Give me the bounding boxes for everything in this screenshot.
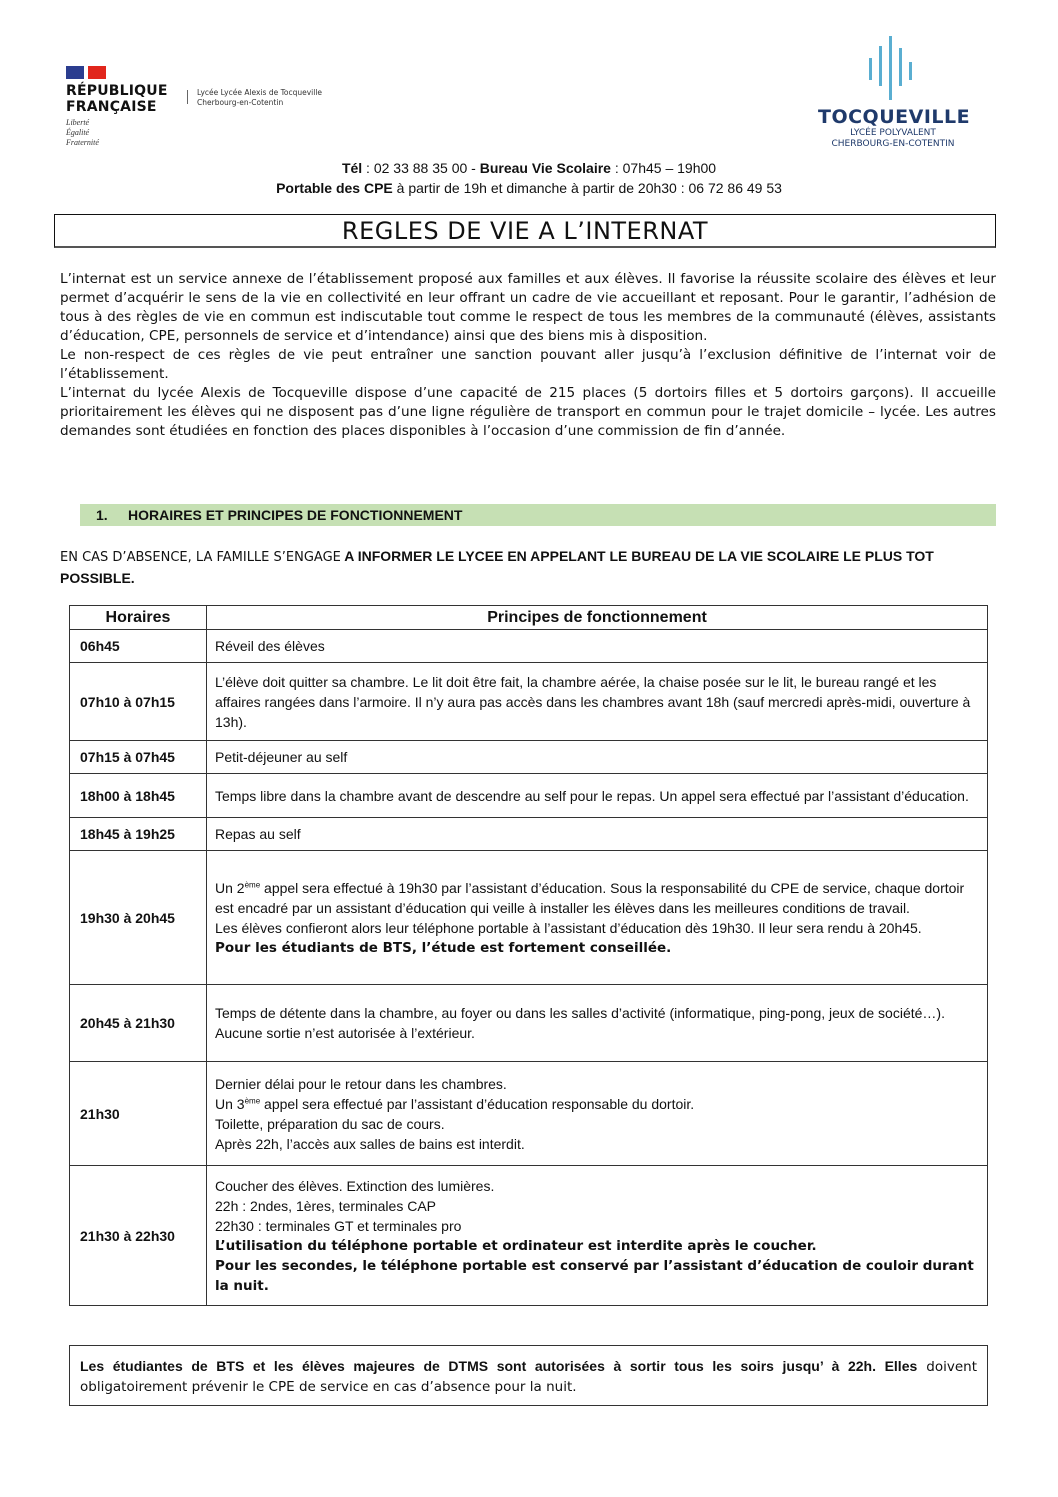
header-principes: Principes de fonctionnement	[207, 606, 988, 630]
section-number: 1.	[96, 507, 108, 523]
description-line	[215, 747, 979, 767]
notice-lead: EN CAS D’ABSENCE, LA FAMILLE S’ENGAGE	[60, 550, 341, 565]
row-time: 18h00 à 18h45	[70, 774, 207, 818]
ordinal-suffix: ème	[244, 1095, 261, 1105]
table-row	[70, 630, 988, 663]
table-row	[70, 851, 988, 985]
description-line	[215, 918, 979, 938]
line-text: Coucher des élèves. Extinction des lumières.	[215, 1177, 495, 1194]
rf-name-line2: FRANÇAISE	[66, 99, 157, 115]
row-description	[207, 818, 988, 851]
line-text: Après 22h, l’accès aux salles de bains est interdit.	[215, 1135, 525, 1152]
description-line	[215, 824, 979, 844]
line-text: Les élèves confieront alors leur téléphone portable à l’assistant d’éducation dès 19h30. Il leur sera rendu à 20h45.	[215, 919, 922, 936]
row-description	[207, 630, 988, 663]
line-text: Pour les étudiants de BTS, l’étude est fortement conseillée.	[215, 939, 672, 956]
line-text: Temps libre dans la chambre avant de descendre au self pour le repas. Un appel sera effectué par l’assistant d’éducation.	[215, 787, 969, 804]
tel-value: : 02 33 88 35 00 -	[362, 160, 480, 176]
line-text: Repas au self	[215, 826, 301, 842]
tocqueville-name: TOCQUEVILLE	[818, 106, 971, 128]
line-text: Un 2	[215, 879, 245, 896]
description-line	[215, 1094, 979, 1114]
footer-note-rest: doivent obligatoirement prévenir le CPE de service en cas d’absence pour la nuit.	[80, 1359, 977, 1395]
tocqueville-sub1: LYCÉE POLYVALENT	[850, 128, 936, 138]
description-line	[215, 1216, 979, 1236]
school-name-block	[197, 88, 322, 108]
line-text: Temps de détente dans la chambre, au foyer ou dans les salles d’activité (informatique, ping-pong, jeux de société…).	[215, 1005, 945, 1021]
table-row	[70, 1166, 988, 1306]
row-time: 21h30	[70, 1062, 207, 1166]
row-time: 06h45	[70, 630, 207, 663]
school-name: Lycée Lycée Alexis de Tocqueville	[197, 88, 323, 97]
table-row	[70, 1062, 988, 1166]
line-text: Aucune sortie n’est autorisée à l’extérieur.	[215, 1025, 475, 1041]
cpe-label: Portable des CPE	[276, 180, 393, 196]
table-header-row	[70, 606, 988, 630]
cpe-value: à partir de 19h et dimanche à partir de 20h30 : 06 72 86 49 53	[392, 180, 782, 196]
line-text: appel sera effectué par l’assistant d’éducation responsable du dortoir.	[260, 1095, 695, 1112]
intro-paragraph: L’internat est un service annexe de l’établissement proposé aux familles et aux élèves. Il favorise la réussite scolaire des élèves et leur permet d’acquérir le sens de la vie en collectivité en leur offrant un cadre de vie accueillant et reposant. Pour le garantir, l’adhésion de tous à des règles de vie en commun est indiscutable tout comme le respect de tous les membres de la communauté (élèves, assistants d’éducation, CPE, personnels de service et d’intendance) ainsi que des biens mis à disposition.	[60, 271, 996, 344]
motto-liberte: Liberté	[66, 118, 90, 127]
ordinal-suffix: ème	[244, 879, 261, 889]
table-row	[70, 985, 988, 1062]
tocqueville-bars-icon	[863, 34, 923, 104]
description-line	[215, 786, 979, 806]
line-text: L’élève doit quitter sa chambre. Le lit doit être fait, la chambre aérée, la chaise posée sur le lit, le bureau rangé et les affaires rangées dans l’armoire. Il n’y aura pas accès dans les chambres avant 18h (sauf mercredi après-midi, ouverture à 13h).	[215, 673, 971, 730]
footer-note	[69, 1345, 988, 1406]
intro-paragraph: Le non-respect de ces règles de vie peut entraîner une sanction pouvant aller jusqu’à l’exclusion définitive de l’internat voir de l’établissement.	[60, 347, 996, 382]
footer-note-bold: Les étudiantes de BTS et les élèves majeures de DTMS sont autorisées à sortir tous les soirs jusqu’ à 22h. Elles	[80, 1358, 918, 1374]
row-description	[207, 851, 988, 985]
line-text: Petit-déjeuner au self	[215, 749, 348, 765]
description-line	[215, 1176, 979, 1196]
tel-label: Tél	[341, 160, 363, 176]
line-text: Réveil des élèves	[215, 638, 325, 654]
row-description	[207, 741, 988, 774]
description-line	[215, 1256, 979, 1296]
line-text: 22h : 2ndes, 1ères, terminales CAP	[215, 1197, 437, 1214]
contact-line-phone	[0, 158, 1058, 178]
absence-notice	[60, 546, 996, 588]
notice-rest: A INFORMER LE LYCEE EN APPELANT LE BUREAU DE LA VIE SCOLAIRE LE PLUS TOT POSSIBLE.	[60, 548, 934, 586]
line-text: Dernier délai pour le retour dans les chambres.	[215, 1075, 507, 1092]
republique-francaise-logo	[66, 66, 168, 148]
row-time: 18h45 à 19h25	[70, 818, 207, 851]
table-row	[70, 818, 988, 851]
row-description	[207, 985, 988, 1062]
row-time: 19h30 à 20h45	[70, 851, 207, 985]
page-title: REGLES DE VIE A L’INTERNAT	[341, 217, 709, 245]
motto-egalite: Égalité	[66, 128, 90, 137]
rf-name-line1: RÉPUBLIQUE	[66, 83, 168, 99]
bureau-label: Bureau Vie Scolaire	[479, 160, 611, 176]
description-line	[215, 672, 979, 732]
line-text: appel sera effectué à 19h30 par l’assistant d’éducation. Sous la responsabilité du CPE de service, chaque dortoir est encadré par un assistant d’éducation qui veille à installer les élèves dans les meilleures conditions de travail.	[215, 879, 965, 916]
row-description	[207, 774, 988, 818]
motto-fraternite: Fraternité	[66, 138, 99, 147]
table-row	[70, 774, 988, 818]
section-heading	[80, 504, 996, 526]
row-description	[207, 1062, 988, 1166]
tocqueville-logo	[818, 34, 971, 150]
description-line	[215, 1003, 979, 1023]
schedule-table	[69, 605, 988, 1306]
page-title-box	[54, 214, 996, 248]
rf-motto	[66, 118, 168, 148]
contact-line-cpe	[0, 178, 1058, 198]
table-row	[70, 741, 988, 774]
school-city: Cherbourg-en-Cotentin	[197, 98, 284, 107]
line-text: 22h30 : terminales GT et terminales pro	[215, 1217, 462, 1234]
description-line	[215, 878, 979, 918]
logo-separator	[187, 90, 188, 104]
row-description	[207, 663, 988, 741]
tocqueville-sub2: CHERBOURG-EN-COTENTIN	[831, 139, 955, 149]
french-flag-icon	[66, 66, 168, 79]
description-line	[215, 636, 979, 656]
description-line	[215, 938, 979, 958]
table-row	[70, 663, 988, 741]
row-description	[207, 1166, 988, 1306]
description-line	[215, 1196, 979, 1216]
line-text: Un 3	[215, 1095, 245, 1112]
section-title: HORAIRES ET PRINCIPES DE FONCTIONNEMENT	[128, 507, 463, 523]
line-text: Pour les secondes, le téléphone portable est conservé par l’assistant d’éducation de couloir durant la nuit.	[215, 1257, 974, 1294]
bureau-hours: : 07h45 – 19h00	[610, 160, 717, 176]
line-text: Toilette, préparation du sac de cours.	[215, 1115, 445, 1132]
row-time: 07h15 à 07h45	[70, 741, 207, 774]
intro-paragraph: L’internat du lycée Alexis de Tocqueville dispose d’une capacité de 215 places (5 dortoirs filles et 5 dortoirs garçons). Il accueille prioritairement les élèves qui ne disposent pas d’une ligne régulière de transport en commun pour le trajet domicile – lycée. Les autres demandes sont étudiées en fonction des places disponibles à l’occasion d’une commission de fin d’année.	[60, 385, 996, 439]
description-line	[215, 1134, 979, 1154]
intro-text	[60, 270, 996, 441]
row-time: 21h30 à 22h30	[70, 1166, 207, 1306]
description-line	[215, 1114, 979, 1134]
description-line	[215, 1023, 979, 1043]
line-text: L’utilisation du téléphone portable et ordinateur est interdite après le coucher.	[215, 1237, 817, 1254]
row-time: 20h45 à 21h30	[70, 985, 207, 1062]
description-line	[215, 1236, 979, 1256]
description-line	[215, 1074, 979, 1094]
row-time: 07h10 à 07h15	[70, 663, 207, 741]
header-horaires: Horaires	[70, 606, 207, 630]
